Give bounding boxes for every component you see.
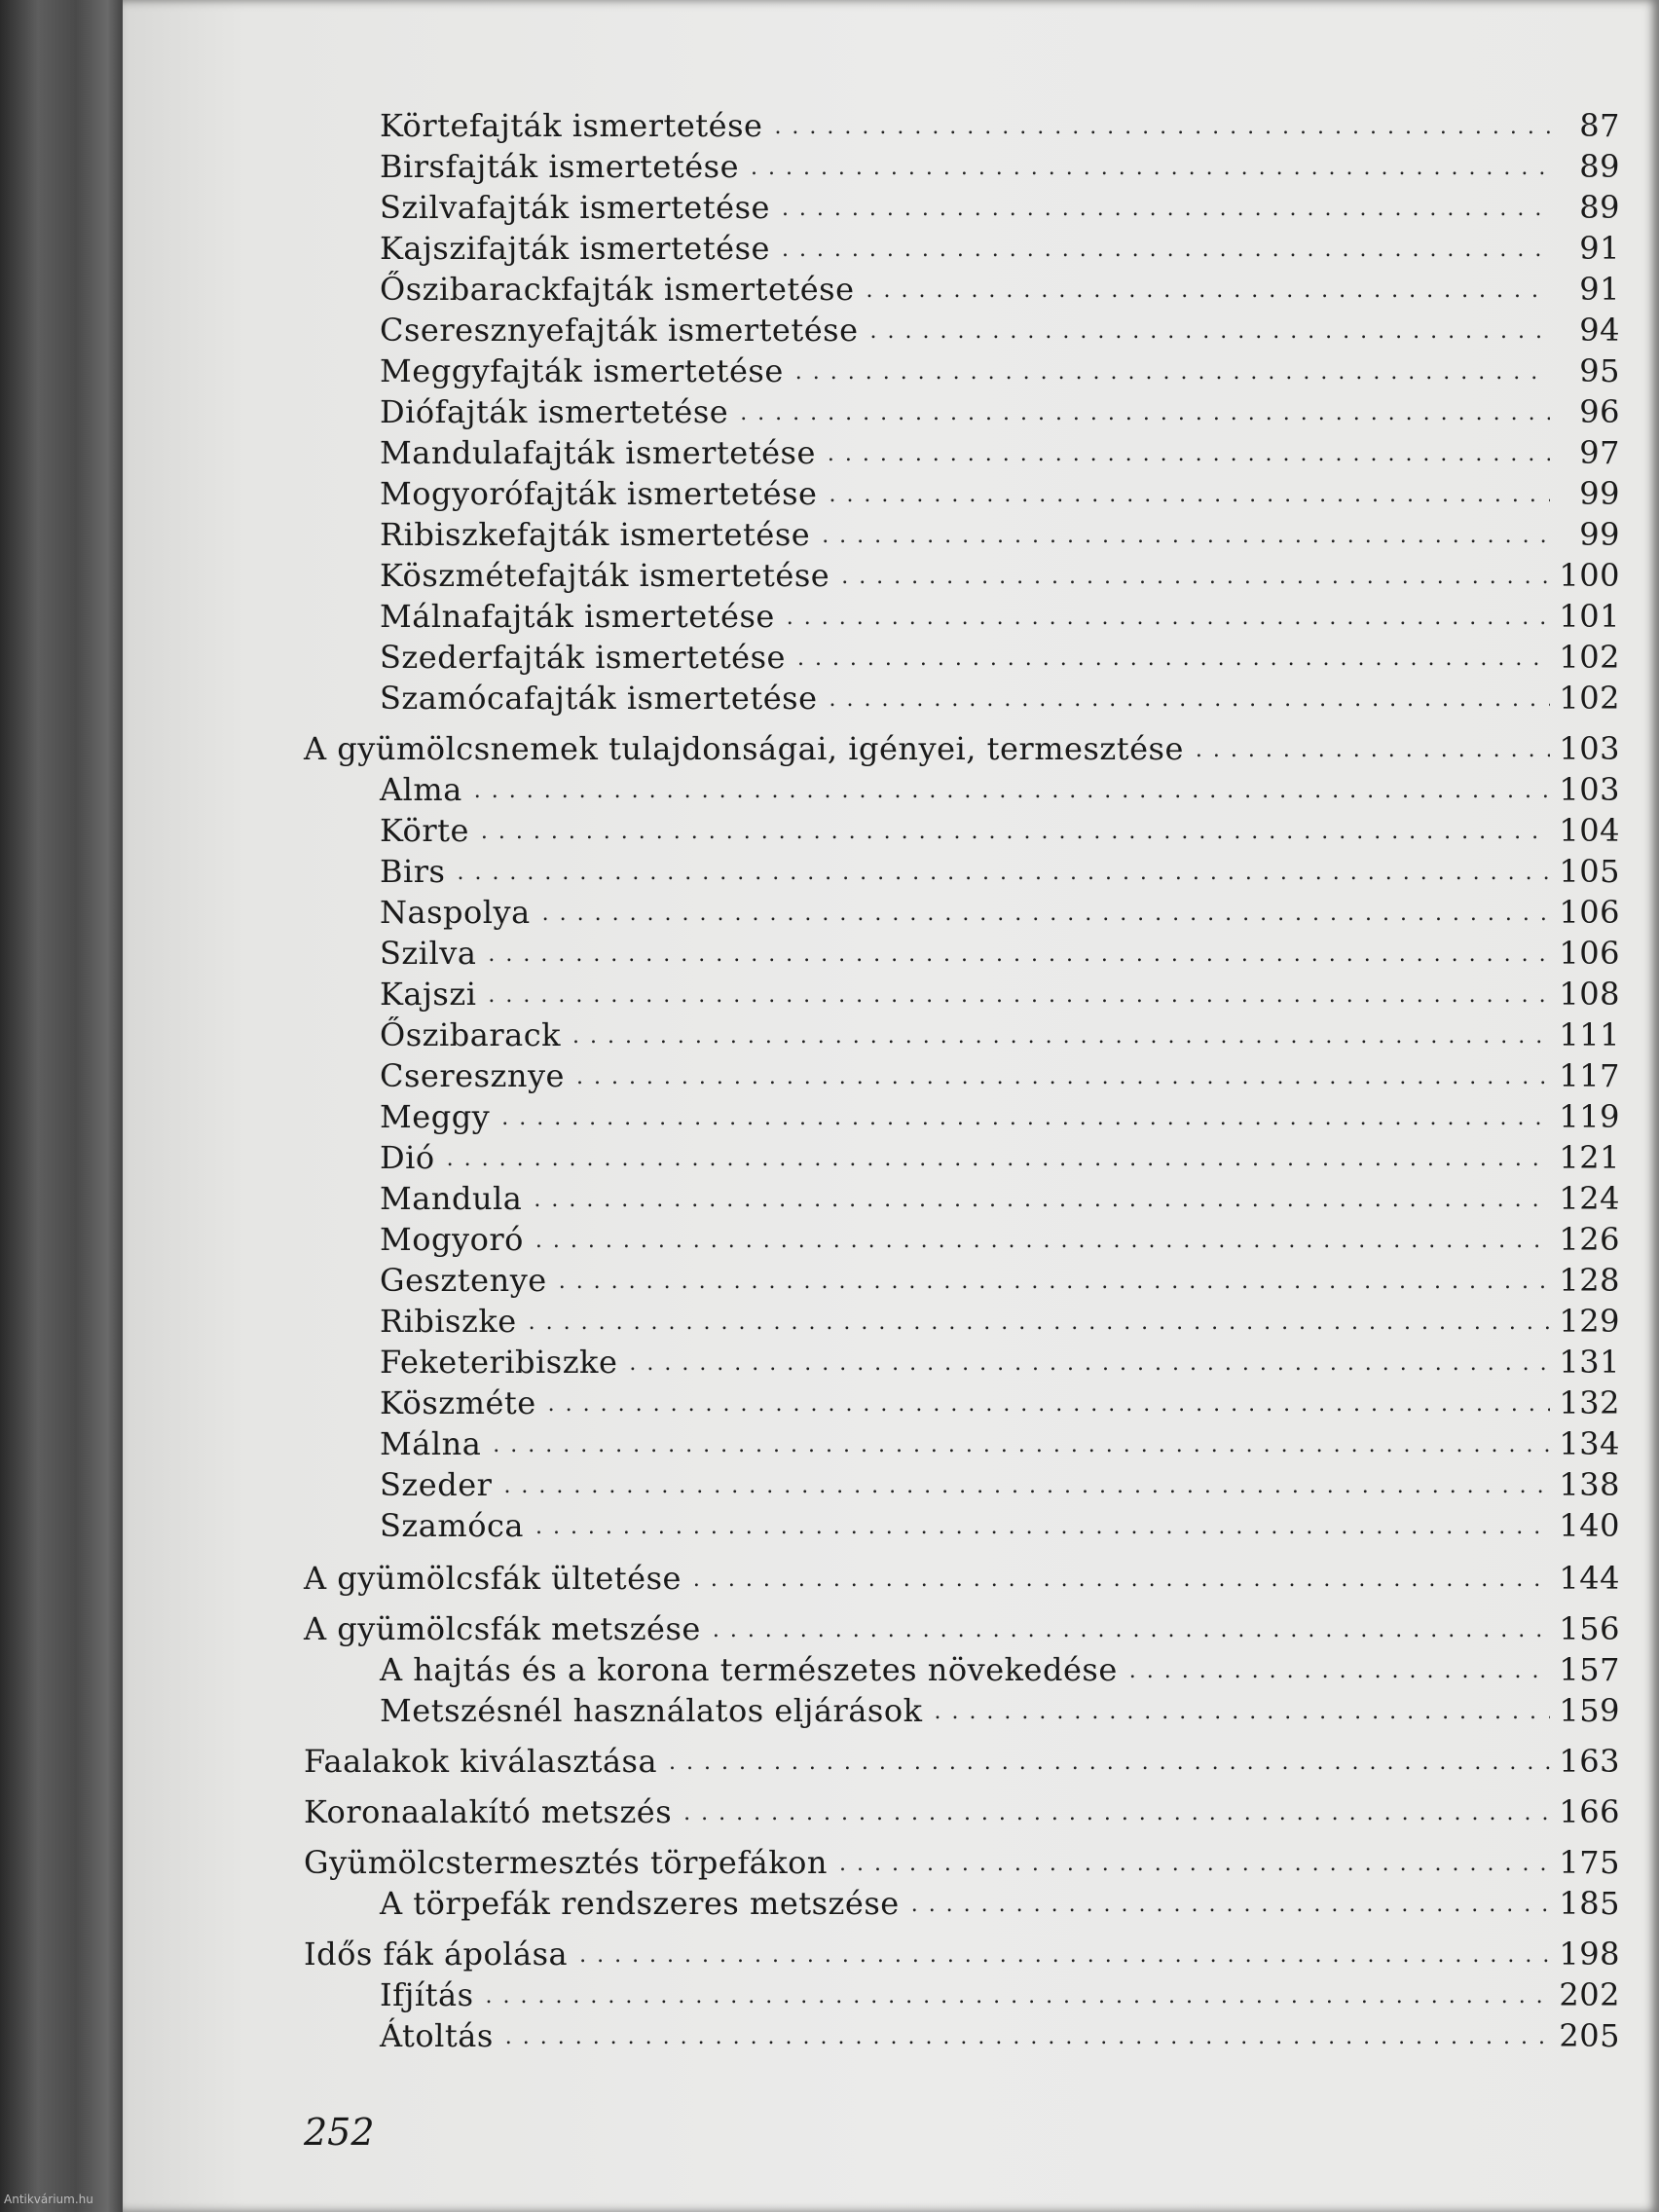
dot-leader bbox=[457, 863, 1550, 884]
toc-entry-page-number: 99 bbox=[1579, 516, 1620, 553]
toc-entry-page-number: 106 bbox=[1559, 894, 1620, 931]
toc-entry bbox=[380, 1690, 1620, 1729]
toc-entry bbox=[380, 473, 1620, 512]
dot-leader bbox=[535, 1231, 1550, 1252]
toc-entry bbox=[380, 892, 1620, 931]
dot-leader bbox=[683, 1803, 1550, 1825]
toc-entry bbox=[380, 432, 1620, 471]
toc-entry-page-number: 132 bbox=[1559, 1384, 1620, 1421]
toc-entry bbox=[380, 555, 1620, 594]
toc-entry-title: Koronaalakító metszés bbox=[304, 1793, 673, 1830]
toc-entry-title: Birsfajták ismertetése bbox=[380, 148, 739, 185]
toc-entry bbox=[380, 350, 1620, 389]
toc-entry-title: Feketeribiszke bbox=[380, 1344, 618, 1381]
toc-entry-page-number: 87 bbox=[1579, 107, 1620, 144]
toc-entry-title: Dió bbox=[380, 1139, 435, 1176]
dot-leader bbox=[830, 689, 1551, 711]
dot-leader bbox=[529, 1312, 1550, 1334]
dot-leader bbox=[934, 1702, 1550, 1723]
dot-leader bbox=[503, 1476, 1550, 1497]
toc-entry-page-number: 126 bbox=[1559, 1221, 1620, 1258]
toc-entry bbox=[304, 1842, 1620, 1881]
toc-entry-title: A gyümölcsfák metszése bbox=[304, 1610, 701, 1647]
toc-entry-title: Körtefajták ismertetése bbox=[380, 107, 763, 144]
dot-leader bbox=[870, 321, 1550, 343]
toc-entry-page-number: 95 bbox=[1579, 352, 1620, 389]
dot-leader bbox=[505, 2027, 1550, 2048]
toc-entry bbox=[380, 391, 1620, 430]
toc-entry-title: Mogyoró bbox=[380, 1221, 524, 1258]
toc-entry-title: A gyümölcsfák ültetése bbox=[304, 1560, 682, 1597]
toc-entry-page-number: 102 bbox=[1559, 680, 1620, 717]
toc-entry-title: Szederfajták ismertetése bbox=[380, 639, 786, 676]
toc-entry-title: Kajszifajták ismertetése bbox=[380, 230, 770, 267]
toc-entry-title: Szeder bbox=[380, 1466, 493, 1503]
toc-entry bbox=[380, 1505, 1620, 1544]
dot-leader bbox=[572, 1026, 1550, 1048]
dot-leader bbox=[534, 1190, 1550, 1211]
toc-entry-page-number: 89 bbox=[1579, 189, 1620, 226]
toc-entry-title: Körte bbox=[380, 812, 469, 849]
toc-entry-page-number: 96 bbox=[1579, 393, 1620, 430]
toc-entry-page-number: 89 bbox=[1579, 148, 1620, 185]
toc-entry-page-number: 119 bbox=[1559, 1098, 1620, 1135]
toc-entry-title: Alma bbox=[380, 771, 462, 808]
toc-entry-title: Naspolya bbox=[380, 894, 531, 931]
toc-entry bbox=[304, 1791, 1620, 1830]
toc-entry bbox=[380, 1014, 1620, 1053]
dot-leader bbox=[486, 1986, 1551, 2008]
toc-entry-page-number: 103 bbox=[1559, 771, 1620, 808]
toc-entry-title: Szamóca bbox=[380, 1507, 524, 1544]
toc-entry bbox=[304, 1741, 1620, 1780]
toc-entry-title: Metszésnél használatos eljárások bbox=[380, 1692, 923, 1729]
dot-leader bbox=[795, 362, 1550, 384]
toc-entry-page-number: 131 bbox=[1559, 1344, 1620, 1381]
toc-entry-title: Őszibarack bbox=[380, 1016, 561, 1053]
dot-leader bbox=[787, 608, 1550, 629]
dot-leader bbox=[797, 648, 1550, 670]
toc-entry bbox=[380, 514, 1620, 553]
toc-entry-page-number: 157 bbox=[1559, 1651, 1620, 1688]
toc-entry-title: Cseresznye bbox=[380, 1057, 565, 1094]
toc-entry bbox=[380, 974, 1620, 1013]
toc-entry-title: Ifjítás bbox=[380, 1976, 474, 2013]
toc-entry bbox=[380, 1096, 1620, 1135]
toc-entry bbox=[380, 1342, 1620, 1381]
toc-entry-page-number: 134 bbox=[1559, 1425, 1620, 1462]
dot-leader bbox=[774, 117, 1550, 138]
toc-entry-title: A gyümölcsnemek tulajdonságai, igényei, termesztése bbox=[304, 730, 1184, 767]
toc-entry bbox=[380, 769, 1620, 808]
toc-entry bbox=[380, 851, 1620, 890]
toc-entry-page-number: 94 bbox=[1579, 312, 1620, 349]
toc-entry bbox=[380, 1260, 1620, 1299]
dot-leader bbox=[474, 781, 1550, 802]
toc-entry-title: Ribiszke bbox=[380, 1303, 517, 1340]
toc-entry bbox=[380, 1055, 1620, 1094]
toc-entry-page-number: 121 bbox=[1559, 1139, 1620, 1176]
toc-entry-page-number: 124 bbox=[1559, 1180, 1620, 1217]
toc-entry-page-number: 97 bbox=[1579, 434, 1620, 471]
toc-entry bbox=[380, 1219, 1620, 1258]
toc-entry-title: Mogyorófajták ismertetése bbox=[380, 475, 818, 512]
dot-leader bbox=[693, 1569, 1550, 1591]
toc-entry-page-number: 101 bbox=[1559, 598, 1620, 635]
toc-entry-title: Köszmétefajták ismertetése bbox=[380, 557, 830, 594]
dot-leader bbox=[866, 280, 1550, 302]
dot-leader bbox=[911, 1895, 1550, 1916]
toc-entry-page-number: 163 bbox=[1559, 1743, 1620, 1780]
toc-entry-title: Idős fák ápolása bbox=[304, 1936, 569, 1972]
toc-entry-title: Málna bbox=[380, 1425, 482, 1462]
toc-entry bbox=[380, 146, 1620, 185]
toc-entry-page-number: 156 bbox=[1559, 1610, 1620, 1647]
toc-entry-title: Szamócafajták ismertetése bbox=[380, 680, 818, 717]
toc-entry-page-number: 105 bbox=[1559, 853, 1620, 890]
toc-entry-page-number: 91 bbox=[1579, 230, 1620, 267]
toc-entry-title: A törpefák rendszeres metszése bbox=[380, 1885, 900, 1922]
dot-leader bbox=[447, 1149, 1550, 1170]
toc-entry-title: Szilvafajták ismertetése bbox=[380, 189, 770, 226]
toc-entry-title: Mandulafajták ismertetése bbox=[380, 434, 816, 471]
dot-leader bbox=[481, 822, 1550, 843]
toc-entry bbox=[304, 728, 1620, 767]
toc-entry-page-number: 144 bbox=[1559, 1560, 1620, 1597]
dot-leader bbox=[629, 1353, 1550, 1375]
toc-entry-title: Cseresznyefajták ismertetése bbox=[380, 312, 859, 349]
toc-entry-page-number: 99 bbox=[1579, 475, 1620, 512]
dot-leader bbox=[828, 444, 1550, 465]
toc-entry-title: Meggy bbox=[380, 1098, 491, 1135]
toc-entry bbox=[380, 1382, 1620, 1421]
dot-leader bbox=[751, 158, 1550, 179]
toc-entry bbox=[304, 1608, 1620, 1647]
toc-entry-page-number: 108 bbox=[1559, 976, 1620, 1013]
toc-entry bbox=[380, 310, 1620, 349]
page-number-folio: 252 bbox=[304, 2111, 375, 2154]
toc-entry-page-number: 205 bbox=[1559, 2017, 1620, 2054]
dot-leader bbox=[488, 985, 1550, 1007]
dot-leader bbox=[542, 903, 1550, 925]
toc-entry-title: Átoltás bbox=[380, 2017, 494, 2054]
toc-entry bbox=[304, 1558, 1620, 1597]
toc-entry bbox=[380, 1178, 1620, 1217]
toc-entry-title: Ribiszkefajták ismertetése bbox=[380, 516, 811, 553]
toc-entry-page-number: 185 bbox=[1559, 1885, 1620, 1922]
toc-entry-title: Gyümölcstermesztés törpefákon bbox=[304, 1844, 829, 1881]
toc-entry-page-number: 100 bbox=[1559, 557, 1620, 594]
dot-leader bbox=[576, 1067, 1550, 1088]
dot-leader bbox=[839, 1854, 1550, 1875]
toc-entry bbox=[380, 1464, 1620, 1503]
toc-entry-page-number: 138 bbox=[1559, 1466, 1620, 1503]
toc-entry bbox=[380, 187, 1620, 226]
toc-entry-page-number: 198 bbox=[1559, 1936, 1620, 1972]
dot-leader bbox=[1129, 1661, 1550, 1682]
toc-entry-page-number: 111 bbox=[1559, 1016, 1620, 1053]
toc-entry bbox=[380, 105, 1620, 144]
toc-entry bbox=[304, 1934, 1620, 1972]
toc-entry-title: Meggyfajták ismertetése bbox=[380, 352, 784, 389]
toc-entry-title: Szilva bbox=[380, 935, 477, 972]
toc-entry bbox=[380, 637, 1620, 676]
dot-leader bbox=[829, 485, 1550, 506]
toc-entry bbox=[380, 2015, 1620, 2054]
toc-entry-page-number: 129 bbox=[1559, 1303, 1620, 1340]
toc-entry bbox=[380, 1883, 1620, 1922]
toc-entry-page-number: 175 bbox=[1559, 1844, 1620, 1881]
dot-leader bbox=[488, 944, 1550, 966]
dot-leader bbox=[713, 1620, 1550, 1641]
toc-entry bbox=[380, 1649, 1620, 1688]
toc-entry bbox=[380, 933, 1620, 972]
dot-leader bbox=[1196, 740, 1550, 761]
dot-leader bbox=[740, 403, 1550, 424]
toc-entry bbox=[380, 1301, 1620, 1340]
dot-leader bbox=[841, 567, 1550, 588]
toc-entry-page-number: 140 bbox=[1559, 1507, 1620, 1544]
toc-entry-title: Birs bbox=[380, 853, 446, 890]
toc-entry-title: Diófajták ismertetése bbox=[380, 393, 729, 430]
toc-entry-page-number: 128 bbox=[1559, 1262, 1620, 1299]
toc-entry bbox=[380, 269, 1620, 308]
dot-leader bbox=[535, 1517, 1550, 1538]
toc-entry-title: Őszibarackfajták ismertetése bbox=[380, 271, 855, 308]
dot-leader bbox=[782, 199, 1550, 220]
toc-entry-page-number: 103 bbox=[1559, 730, 1620, 767]
toc-entry-page-number: 102 bbox=[1559, 639, 1620, 676]
toc-entry bbox=[380, 1974, 1620, 2013]
toc-entry bbox=[380, 228, 1620, 267]
toc-entry-page-number: 166 bbox=[1559, 1793, 1620, 1830]
watermark-text: Antikvárium.hu bbox=[4, 2193, 93, 2206]
toc-entry bbox=[380, 1423, 1620, 1462]
toc-entry-title: Kajszi bbox=[380, 976, 477, 1013]
dot-leader bbox=[559, 1272, 1550, 1293]
toc-entry-page-number: 91 bbox=[1579, 271, 1620, 308]
toc-entry-page-number: 159 bbox=[1559, 1692, 1620, 1729]
toc-entry-title: Gesztenye bbox=[380, 1262, 547, 1299]
toc-entry-title: A hajtás és a korona természetes növekedése bbox=[380, 1651, 1118, 1688]
dot-leader bbox=[493, 1435, 1550, 1456]
toc-entry bbox=[380, 678, 1620, 717]
toc-entry-page-number: 202 bbox=[1559, 1976, 1620, 2013]
toc-entry-title: Mandula bbox=[380, 1180, 523, 1217]
toc-entry bbox=[380, 810, 1620, 849]
toc-entry bbox=[380, 1137, 1620, 1176]
dot-leader bbox=[669, 1752, 1550, 1774]
toc-entry-page-number: 104 bbox=[1559, 812, 1620, 849]
toc-entry-page-number: 117 bbox=[1559, 1057, 1620, 1094]
toc-entry-title: Köszméte bbox=[380, 1384, 536, 1421]
dot-leader bbox=[822, 526, 1550, 547]
dot-leader bbox=[579, 1945, 1550, 1967]
toc-entry bbox=[380, 596, 1620, 635]
toc-entry-page-number: 106 bbox=[1559, 935, 1620, 972]
dot-leader bbox=[501, 1108, 1550, 1129]
dot-leader bbox=[782, 240, 1550, 261]
toc-entry-title: Málnafajták ismertetése bbox=[380, 598, 775, 635]
dot-leader bbox=[548, 1394, 1550, 1416]
toc-entry-title: Faalakok kiválasztása bbox=[304, 1743, 658, 1780]
